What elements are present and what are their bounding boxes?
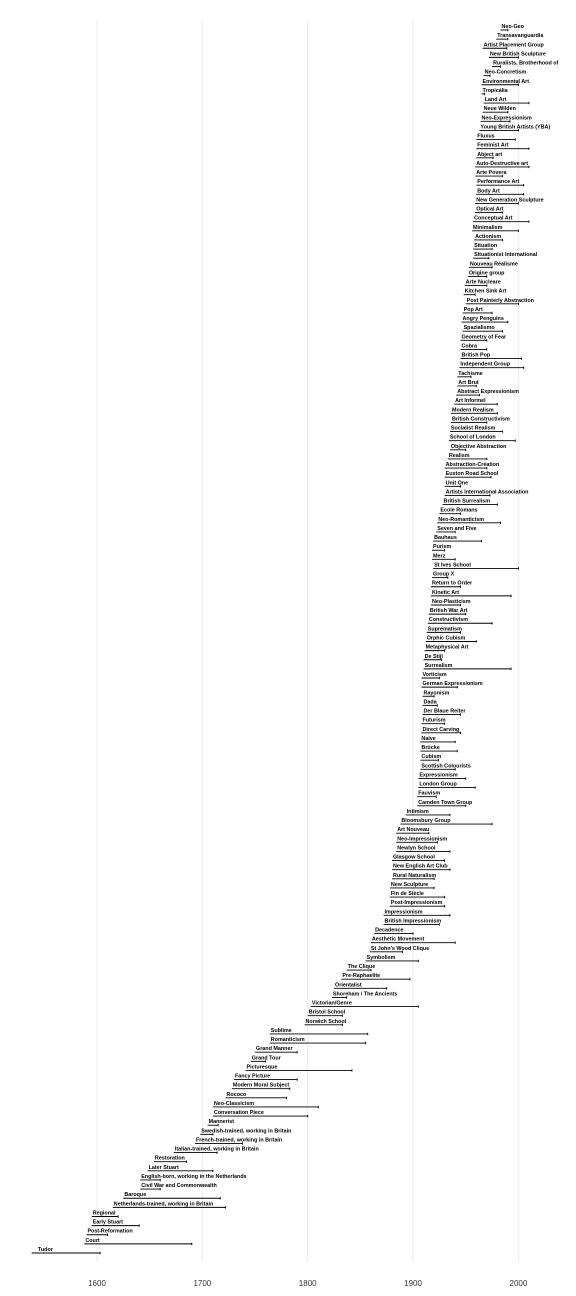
movement-label: Vorticism bbox=[422, 672, 447, 679]
movement-label: Pop Art bbox=[463, 306, 483, 313]
movement-label: Artist Placement Group bbox=[483, 42, 544, 49]
movement-label: Actionism bbox=[475, 233, 502, 240]
movement-label: Environmental Art bbox=[482, 78, 530, 85]
movement-label: Brücke bbox=[421, 745, 440, 752]
movement-label: Socialist Realism bbox=[450, 425, 496, 432]
movement-label: Modern Realism bbox=[451, 407, 494, 414]
movement-label: Abject art bbox=[477, 151, 503, 158]
movement-label: Early Stuart bbox=[92, 1219, 123, 1226]
movement-label: Neo-Plasticism bbox=[431, 598, 471, 605]
movement-label: Naive bbox=[421, 735, 436, 742]
movement-label: Orphic Cubism bbox=[426, 635, 466, 642]
movement-label: Neo-Impressionism bbox=[397, 836, 448, 843]
movement-label: Dada bbox=[423, 699, 437, 706]
movement-label: Kinetic Art bbox=[431, 589, 460, 596]
movement-label: Conversation Piece bbox=[213, 1110, 264, 1117]
movement-label: Cobra bbox=[461, 343, 478, 350]
movement-label: Land Art bbox=[484, 97, 507, 104]
movement-label: Independent Group bbox=[460, 361, 511, 368]
movement-label: Nouveau Réalisme bbox=[469, 261, 518, 268]
x-tick-label: 2000 bbox=[509, 1279, 528, 1288]
movement-label: Group X bbox=[433, 571, 455, 578]
movement-label: French-trained, working in Britain bbox=[195, 1137, 283, 1144]
movement-label: Futurism bbox=[422, 717, 446, 724]
movement-label: Expressionism bbox=[419, 772, 458, 779]
movement-label: New Generation Sculpture bbox=[476, 197, 544, 204]
movement-label: Tachisme bbox=[458, 370, 483, 377]
movement-label: British Surrealism bbox=[443, 498, 490, 505]
movement-label: Kitchen Sink Art bbox=[464, 288, 507, 295]
movement-label: Conceptual Art bbox=[474, 215, 513, 222]
movement-label: New British Sculpture bbox=[489, 51, 546, 58]
movement-label: Tropicália bbox=[482, 87, 508, 94]
movement-label: Modern Moral Subject bbox=[232, 1082, 290, 1089]
movement-label: Neo-Concretism bbox=[484, 69, 527, 76]
movement-label: Civil War and Commonwealth bbox=[141, 1183, 217, 1190]
movement-label: Return to Order bbox=[431, 580, 473, 587]
movement-label: St John's Wood Clique bbox=[370, 945, 430, 952]
movement-label: New Sculpture bbox=[390, 881, 429, 888]
movement-label: Bauhaus bbox=[434, 535, 457, 542]
movement-labels bbox=[38, 24, 559, 1253]
movement-label: Purism bbox=[433, 544, 452, 551]
movement-label: British War Art bbox=[429, 608, 468, 615]
movement-label: Bristol School bbox=[308, 1009, 346, 1016]
movement-label: Post Painterly Abstraction bbox=[466, 297, 534, 304]
movement-label: Aesthetic Movement bbox=[371, 936, 425, 943]
movement-label: Euston Road School bbox=[445, 471, 499, 478]
movement-label: Seven and Five bbox=[437, 525, 477, 532]
movement-label: Court bbox=[85, 1237, 100, 1244]
movement-label: Later Stuart bbox=[148, 1164, 179, 1171]
movement-label: Minimalism bbox=[473, 224, 503, 231]
movement-label: Bloomsbury Group bbox=[401, 818, 451, 825]
movement-label: New English Art Club bbox=[392, 863, 448, 870]
movement-label: Decadence bbox=[375, 927, 404, 934]
x-axis-ticks bbox=[88, 1279, 528, 1288]
movement-label: Post-Reformation bbox=[87, 1228, 133, 1235]
movement-label: Italian-trained, working in Britain bbox=[174, 1146, 259, 1153]
movement-label: Art Informel bbox=[455, 398, 486, 405]
movement-label: Surrealism bbox=[424, 662, 453, 669]
movement-label: Ecole Romans bbox=[440, 507, 478, 514]
movement-label: Art Brut bbox=[458, 379, 479, 386]
movement-label: Fin de Siècle bbox=[390, 891, 424, 898]
movement-label: Arte Nucleare bbox=[465, 279, 501, 286]
movement-label: Der Blaue Reiter bbox=[423, 708, 466, 715]
movement-label: Abstraction-Création bbox=[445, 462, 500, 469]
movement-label: Metaphysical Art bbox=[425, 644, 469, 651]
movement-label: Sublime bbox=[270, 1027, 292, 1034]
movement-label: Merz bbox=[433, 553, 446, 560]
movement-label: Victorian/Genre bbox=[311, 1000, 352, 1007]
x-tick-label: 1600 bbox=[88, 1279, 106, 1288]
movement-label: Grand Manner bbox=[256, 1046, 293, 1053]
movement-label: De Stijl bbox=[424, 653, 443, 660]
movement-label: Arte Povera bbox=[476, 170, 507, 177]
movement-label: Fancy Picture bbox=[234, 1073, 271, 1080]
movement-label: Performance Art bbox=[477, 179, 520, 186]
x-tick-label: 1900 bbox=[404, 1279, 422, 1288]
movement-label: Rayonism bbox=[423, 690, 450, 697]
movement-label: Direct Carving bbox=[422, 726, 460, 733]
movement-label: Scottish Colourists bbox=[421, 763, 471, 770]
x-tick-label: 1800 bbox=[298, 1279, 317, 1288]
movement-label: Orientalist bbox=[335, 982, 362, 989]
movement-label: English-born, working in the Netherlands bbox=[141, 1173, 247, 1180]
movement-label: British Constructivism bbox=[451, 416, 510, 423]
movement-label: Young British Artists (YBA) bbox=[480, 124, 551, 131]
movement-label: Symbolism bbox=[366, 954, 396, 961]
movement-label: Glasgow School bbox=[392, 854, 435, 861]
x-tick-label: 1700 bbox=[193, 1279, 212, 1288]
movement-label: Situationist International bbox=[474, 252, 538, 259]
movement-label: Fauvism bbox=[418, 790, 441, 797]
movement-label: Fluxus bbox=[477, 133, 495, 140]
movement-label: Camden Town Group bbox=[418, 799, 473, 806]
movement-label: Swedish-trained, working in Britain bbox=[201, 1128, 292, 1135]
movement-label: Grand Tour bbox=[251, 1055, 281, 1062]
movement-label: Rural Naturalism bbox=[392, 872, 437, 879]
movement-label: Cubism bbox=[421, 754, 442, 761]
movement-label: Intimism bbox=[406, 808, 429, 815]
movement-label: Geometry of Fear bbox=[461, 334, 507, 341]
movement-label: Realism bbox=[448, 452, 470, 459]
movement-label: Netherlands-trained, working in Britain bbox=[113, 1201, 214, 1208]
movement-label: Constructivism bbox=[428, 617, 469, 624]
movement-label: Romanticism bbox=[270, 1037, 305, 1044]
movement-label: German Expressionism bbox=[422, 681, 483, 688]
movement-label: British Pop bbox=[461, 352, 491, 359]
movement-label: Neo-Classicism bbox=[213, 1100, 255, 1107]
movement-label: Unit One bbox=[445, 480, 469, 487]
movement-label: Tudor bbox=[38, 1247, 53, 1253]
movement-label: Pre-Raphaelite bbox=[342, 973, 381, 980]
movement-label: Baroque bbox=[124, 1192, 147, 1199]
movement-label: Objective Abstraction bbox=[450, 443, 507, 450]
movement-label: St Ives School bbox=[434, 562, 471, 569]
movement-label: Restoration bbox=[154, 1155, 185, 1162]
movement-label: Origine group bbox=[468, 270, 505, 277]
movement-label: Mannerist bbox=[208, 1119, 235, 1126]
movement-label: Ruralists, Brotherhood of bbox=[493, 60, 559, 67]
movement-label: Spazialismo bbox=[463, 325, 495, 332]
movement-label: School of London bbox=[449, 434, 496, 441]
movement-label: Neo-Romanticism bbox=[438, 516, 485, 523]
movement-label: Post-Impressionism bbox=[390, 900, 443, 907]
movement-label: Transavanguardia bbox=[497, 33, 544, 40]
movement-label: Artists International Association bbox=[445, 489, 529, 496]
movement-label: Art Nouveau bbox=[397, 827, 430, 834]
movement-label: Shoreham / The Ancients bbox=[332, 991, 398, 998]
movement-label: The Clique bbox=[347, 964, 376, 971]
movement-label: Picturesque bbox=[246, 1064, 278, 1071]
movement-label: Body Art bbox=[477, 188, 500, 195]
movement-label: Regional bbox=[92, 1210, 116, 1217]
movement-label: Neue Wilden bbox=[483, 106, 516, 113]
movement-label: Angry Penguins bbox=[462, 316, 504, 323]
movement-label: Norwich School bbox=[305, 1018, 347, 1025]
movement-label: Neo-Expressionism bbox=[481, 115, 532, 122]
movement-label: Feminist Art bbox=[477, 142, 509, 149]
movement-label: Neo-Geo bbox=[501, 24, 524, 30]
movement-label: Impressionism bbox=[384, 909, 423, 916]
movement-label: Rococo bbox=[226, 1091, 247, 1098]
movement-label: London Group bbox=[419, 781, 457, 788]
movement-label: Situation bbox=[474, 243, 498, 250]
movement-label: Auto-Destructive art bbox=[476, 160, 529, 167]
movement-label: British Impressionism bbox=[384, 918, 442, 925]
movement-label: Optical Art bbox=[476, 206, 504, 213]
movement-label: Newlyn School bbox=[397, 845, 436, 852]
movement-label: Abstract Expressionism bbox=[457, 389, 519, 396]
movement-label: Suprematism bbox=[427, 626, 462, 633]
